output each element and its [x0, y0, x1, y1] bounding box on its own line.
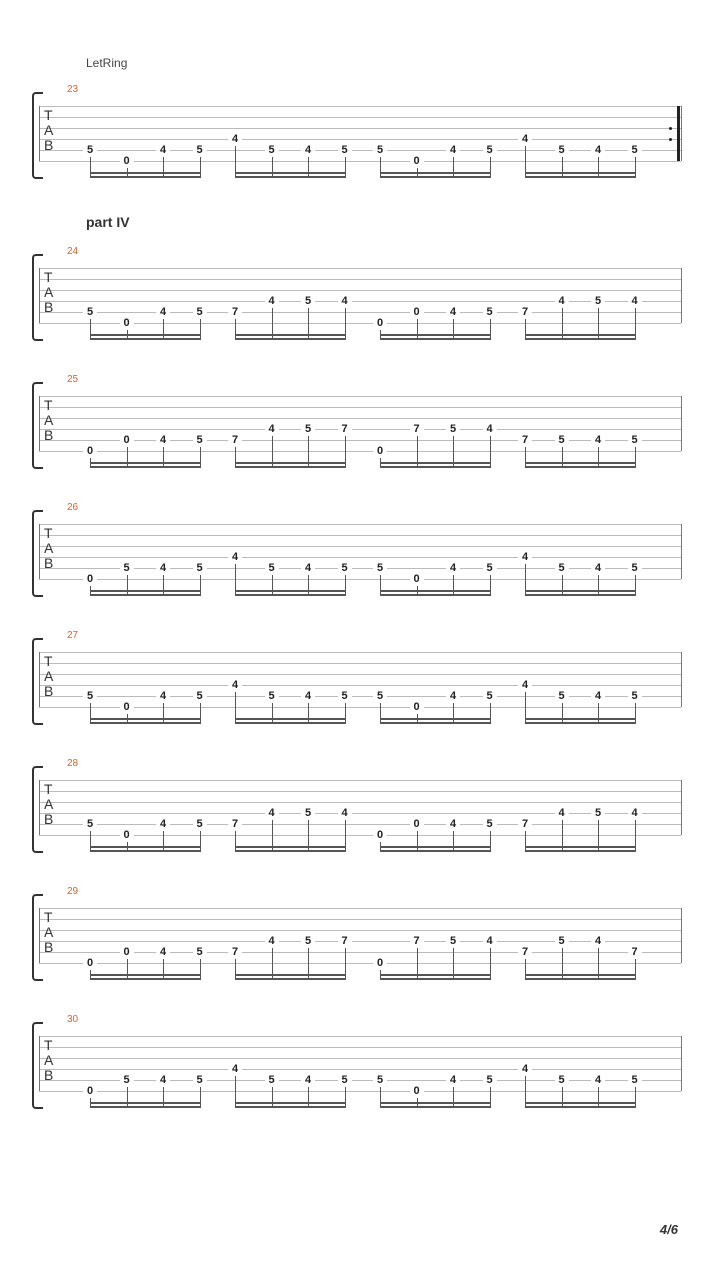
fret-number: 4 [446, 690, 460, 702]
fret-number: 7 [518, 434, 532, 446]
beam [235, 1106, 346, 1108]
fret-number: 5 [301, 295, 315, 307]
tab-string-line [39, 1091, 681, 1092]
fret-number: 5 [373, 562, 387, 574]
start-barline [39, 268, 40, 323]
tab-clef-letter: B [44, 555, 54, 571]
fret-number: 4 [228, 1063, 242, 1075]
fret-number: 5 [301, 935, 315, 947]
fret-number: 0 [410, 155, 424, 167]
beam [90, 1102, 201, 1104]
tab-string-line [39, 440, 681, 441]
tab-clef-letter: T [44, 781, 53, 797]
beam [525, 1102, 636, 1104]
tab-string-line [39, 579, 681, 580]
fret-number: 0 [410, 573, 424, 585]
tab-string-line [39, 418, 681, 419]
measure-number: 24 [67, 246, 79, 257]
beam [525, 590, 636, 592]
fret-number: 0 [410, 1085, 424, 1097]
beam [90, 1106, 201, 1108]
end-barline [681, 268, 682, 323]
fret-number: 5 [373, 144, 387, 156]
beam [380, 978, 491, 980]
beam [90, 594, 201, 596]
fret-number: 5 [120, 1074, 134, 1086]
beam [90, 846, 201, 848]
fret-number: 5 [373, 1074, 387, 1086]
tab-clef-letter: A [44, 284, 54, 300]
fret-number: 5 [555, 434, 569, 446]
fret-number: 5 [483, 562, 497, 574]
beam [380, 1106, 491, 1108]
beam [90, 462, 201, 464]
tab-string-line [39, 663, 681, 664]
fret-number: 5 [628, 562, 642, 574]
tab-clef-letter: A [44, 122, 54, 138]
tab-string-line [39, 813, 681, 814]
beam [380, 466, 491, 468]
fret-number: 4 [156, 562, 170, 574]
fret-number: 4 [228, 679, 242, 691]
fret-number: 5 [301, 807, 315, 819]
tab-clef-letter: B [44, 939, 54, 955]
beam [90, 850, 201, 852]
fret-number: 5 [628, 690, 642, 702]
tab-string-line [39, 963, 681, 964]
start-barline [39, 396, 40, 451]
tab-string-line [39, 279, 681, 280]
tab-string-line [39, 323, 681, 324]
tab-clef-letter: B [44, 299, 54, 315]
beam [235, 590, 346, 592]
beam [380, 176, 491, 178]
fret-number: 4 [591, 935, 605, 947]
measure-number: 23 [67, 84, 79, 95]
fret-number: 4 [591, 690, 605, 702]
beam [235, 974, 346, 976]
fret-number: 4 [265, 423, 279, 435]
tab-string-line [39, 150, 681, 151]
fret-number: 5 [483, 144, 497, 156]
fret-number: 0 [120, 701, 134, 713]
beam [90, 590, 201, 592]
fret-number: 7 [228, 946, 242, 958]
fret-number: 0 [373, 445, 387, 457]
fret-number: 5 [265, 144, 279, 156]
tab-clef-letter: B [44, 811, 54, 827]
tab-string-line [39, 1036, 681, 1037]
tab-string-line [39, 128, 681, 129]
fret-number: 4 [228, 133, 242, 145]
beam [90, 334, 201, 336]
tab-clef-letter: T [44, 653, 53, 669]
tab-clef-letter: A [44, 1052, 54, 1068]
fret-number: 5 [483, 1074, 497, 1086]
beam [235, 172, 346, 174]
fret-number: 4 [518, 551, 532, 563]
fret-number: 4 [156, 144, 170, 156]
tab-string-line [39, 557, 681, 558]
start-barline [39, 780, 40, 835]
fret-number: 5 [446, 423, 460, 435]
beam [525, 462, 636, 464]
fret-number: 0 [373, 317, 387, 329]
fret-number: 5 [338, 1074, 352, 1086]
beam [525, 176, 636, 178]
fret-number: 0 [120, 829, 134, 841]
measure-number: 25 [67, 374, 79, 385]
beam [380, 338, 491, 340]
tab-clef-letter: A [44, 668, 54, 684]
tab-string-line [39, 568, 681, 569]
fret-number: 4 [156, 434, 170, 446]
fret-number: 4 [591, 144, 605, 156]
fret-number: 7 [228, 434, 242, 446]
beam [380, 974, 491, 976]
fret-number: 5 [193, 1074, 207, 1086]
fret-number: 4 [156, 690, 170, 702]
beam [525, 846, 636, 848]
fret-number: 5 [555, 1074, 569, 1086]
fret-number: 7 [628, 946, 642, 958]
tab-string-line [39, 301, 681, 302]
fret-number: 7 [410, 423, 424, 435]
fret-number: 0 [83, 957, 97, 969]
tab-string-line [39, 524, 681, 525]
tab-string-line [39, 407, 681, 408]
tab-string-line [39, 396, 681, 397]
fret-number: 4 [446, 818, 460, 830]
fret-number: 5 [628, 144, 642, 156]
beam [235, 462, 346, 464]
beam [380, 594, 491, 596]
beam [90, 722, 201, 724]
fret-number: 4 [265, 807, 279, 819]
beam [525, 338, 636, 340]
fret-number: 7 [518, 306, 532, 318]
tab-string-line [39, 941, 681, 942]
fret-number: 0 [120, 434, 134, 446]
tab-clef-letter: A [44, 540, 54, 556]
beam [525, 334, 636, 336]
fret-number: 4 [518, 133, 532, 145]
beam [90, 466, 201, 468]
beam [525, 594, 636, 596]
fret-number: 7 [410, 935, 424, 947]
beam [235, 718, 346, 720]
tab-string-line [39, 824, 681, 825]
fret-number: 4 [555, 295, 569, 307]
fret-number: 4 [338, 807, 352, 819]
beam [380, 334, 491, 336]
beam [235, 846, 346, 848]
fret-number: 7 [338, 423, 352, 435]
beam [380, 718, 491, 720]
fret-number: 5 [193, 818, 207, 830]
tab-string-line [39, 1047, 681, 1048]
fret-number: 0 [373, 829, 387, 841]
repeat-dot [669, 127, 672, 130]
end-barline [681, 396, 682, 451]
tab-clef-letter: T [44, 397, 53, 413]
beam [235, 850, 346, 852]
fret-number: 4 [301, 144, 315, 156]
end-barline [681, 652, 682, 707]
fret-number: 0 [410, 818, 424, 830]
tab-string-line [39, 535, 681, 536]
tab-clef-letter: A [44, 412, 54, 428]
measure-number: 30 [67, 1014, 79, 1025]
fret-number: 5 [338, 562, 352, 574]
fret-number: 7 [228, 306, 242, 318]
tab-string-line [39, 139, 681, 140]
fret-number: 4 [301, 690, 315, 702]
repeat-end-bar [677, 106, 680, 161]
fret-number: 7 [228, 818, 242, 830]
letring-label: LetRing [86, 56, 128, 70]
tab-string-line [39, 106, 681, 107]
beam [235, 466, 346, 468]
fret-number: 4 [156, 818, 170, 830]
tab-string-line [39, 802, 681, 803]
fret-number: 4 [301, 1074, 315, 1086]
beam [525, 974, 636, 976]
tab-clef-letter: A [44, 924, 54, 940]
fret-number: 4 [555, 807, 569, 819]
fret-number: 0 [373, 957, 387, 969]
tab-string-line [39, 117, 681, 118]
tab-string-line [39, 1069, 681, 1070]
tab-string-line [39, 161, 681, 162]
fret-number: 5 [193, 946, 207, 958]
fret-number: 4 [628, 807, 642, 819]
fret-number: 5 [301, 423, 315, 435]
fret-number: 0 [83, 445, 97, 457]
beam [525, 718, 636, 720]
fret-number: 5 [555, 935, 569, 947]
beam [235, 594, 346, 596]
tab-string-line [39, 652, 681, 653]
tab-clef-letter: T [44, 269, 53, 285]
tab-clef-letter: T [44, 525, 53, 541]
fret-number: 4 [446, 562, 460, 574]
start-barline [39, 908, 40, 963]
beam [90, 718, 201, 720]
fret-number: 4 [483, 935, 497, 947]
tab-string-line [39, 290, 681, 291]
fret-number: 5 [373, 690, 387, 702]
beam [90, 974, 201, 976]
end-barline [681, 106, 682, 161]
beam [525, 1106, 636, 1108]
fret-number: 0 [83, 573, 97, 585]
tab-clef-letter: B [44, 683, 54, 699]
tab-string-line [39, 451, 681, 452]
tab-clef-letter: T [44, 1037, 53, 1053]
beam [90, 978, 201, 980]
fret-number: 4 [446, 1074, 460, 1086]
tab-string-line [39, 312, 681, 313]
beam [525, 850, 636, 852]
tab-clef-letter: B [44, 427, 54, 443]
tab-clef-letter: B [44, 1067, 54, 1083]
tab-string-line [39, 919, 681, 920]
start-barline [39, 652, 40, 707]
beam [235, 978, 346, 980]
fret-number: 5 [120, 562, 134, 574]
fret-number: 5 [193, 144, 207, 156]
fret-number: 5 [628, 1074, 642, 1086]
fret-number: 4 [591, 562, 605, 574]
tab-string-line [39, 268, 681, 269]
beam [525, 722, 636, 724]
fret-number: 4 [338, 295, 352, 307]
tab-string-line [39, 696, 681, 697]
tab-string-line [39, 835, 681, 836]
fret-number: 4 [156, 946, 170, 958]
fret-number: 5 [555, 144, 569, 156]
measure-number: 27 [67, 630, 79, 641]
beam [90, 176, 201, 178]
fret-number: 4 [156, 1074, 170, 1086]
fret-number: 5 [555, 562, 569, 574]
fret-number: 4 [628, 295, 642, 307]
fret-number: 4 [156, 306, 170, 318]
fret-number: 4 [591, 1074, 605, 1086]
fret-number: 5 [83, 144, 97, 156]
tab-string-line [39, 546, 681, 547]
tab-string-line [39, 685, 681, 686]
tab-string-line [39, 780, 681, 781]
fret-number: 0 [83, 1085, 97, 1097]
fret-number: 5 [193, 434, 207, 446]
tab-string-line [39, 674, 681, 675]
fret-number: 5 [446, 935, 460, 947]
beam [235, 722, 346, 724]
fret-number: 4 [228, 551, 242, 563]
tab-clef-letter: T [44, 107, 53, 123]
fret-number: 0 [120, 317, 134, 329]
fret-number: 4 [518, 1063, 532, 1075]
fret-number: 5 [591, 807, 605, 819]
beam [90, 338, 201, 340]
start-barline [39, 1036, 40, 1091]
fret-number: 7 [518, 818, 532, 830]
fret-number: 5 [193, 306, 207, 318]
tab-string-line [39, 952, 681, 953]
fret-number: 5 [83, 818, 97, 830]
beam [235, 334, 346, 336]
fret-number: 0 [410, 306, 424, 318]
tab-clef-letter: B [44, 137, 54, 153]
fret-number: 4 [446, 144, 460, 156]
fret-number: 5 [483, 690, 497, 702]
beam [380, 462, 491, 464]
end-barline [681, 524, 682, 579]
fret-number: 5 [483, 818, 497, 830]
tab-string-line [39, 1058, 681, 1059]
fret-number: 4 [591, 434, 605, 446]
fret-number: 5 [591, 295, 605, 307]
fret-number: 5 [338, 690, 352, 702]
beam [525, 466, 636, 468]
beam [380, 846, 491, 848]
fret-number: 0 [410, 701, 424, 713]
fret-number: 5 [338, 144, 352, 156]
beam [380, 722, 491, 724]
fret-number: 0 [120, 946, 134, 958]
fret-number: 5 [265, 1074, 279, 1086]
fret-number: 5 [265, 562, 279, 574]
fret-number: 4 [301, 562, 315, 574]
fret-number: 5 [83, 306, 97, 318]
fret-number: 5 [555, 690, 569, 702]
measure-number: 29 [67, 886, 79, 897]
tab-clef-letter: T [44, 909, 53, 925]
fret-number: 7 [518, 946, 532, 958]
beam [235, 1102, 346, 1104]
tab-string-line [39, 908, 681, 909]
beam [380, 1102, 491, 1104]
fret-number: 5 [193, 690, 207, 702]
tab-string-line [39, 930, 681, 931]
start-barline [39, 106, 40, 161]
start-barline [39, 524, 40, 579]
fret-number: 5 [83, 690, 97, 702]
beam [90, 172, 201, 174]
fret-number: 4 [265, 935, 279, 947]
end-barline [681, 1036, 682, 1091]
fret-number: 5 [193, 562, 207, 574]
beam [380, 172, 491, 174]
repeat-dot [669, 138, 672, 141]
beam [525, 978, 636, 980]
fret-number: 7 [338, 935, 352, 947]
measure-number: 26 [67, 502, 79, 513]
fret-number: 5 [265, 690, 279, 702]
end-barline [681, 908, 682, 963]
beam [380, 850, 491, 852]
fret-number: 4 [265, 295, 279, 307]
measure-number: 28 [67, 758, 79, 769]
tab-string-line [39, 791, 681, 792]
fret-number: 0 [120, 155, 134, 167]
fret-number: 4 [518, 679, 532, 691]
beam [235, 338, 346, 340]
fret-number: 4 [483, 423, 497, 435]
tab-clef-letter: A [44, 796, 54, 812]
page-number: 4/6 [659, 1222, 678, 1237]
fret-number: 5 [483, 306, 497, 318]
fret-number: 5 [628, 434, 642, 446]
beam [235, 176, 346, 178]
fret-number: 4 [446, 306, 460, 318]
tab-string-line [39, 707, 681, 708]
section-title: part IV [86, 214, 130, 230]
tab-string-line [39, 429, 681, 430]
tab-string-line [39, 1080, 681, 1081]
end-barline [681, 780, 682, 835]
beam [525, 172, 636, 174]
beam [380, 590, 491, 592]
